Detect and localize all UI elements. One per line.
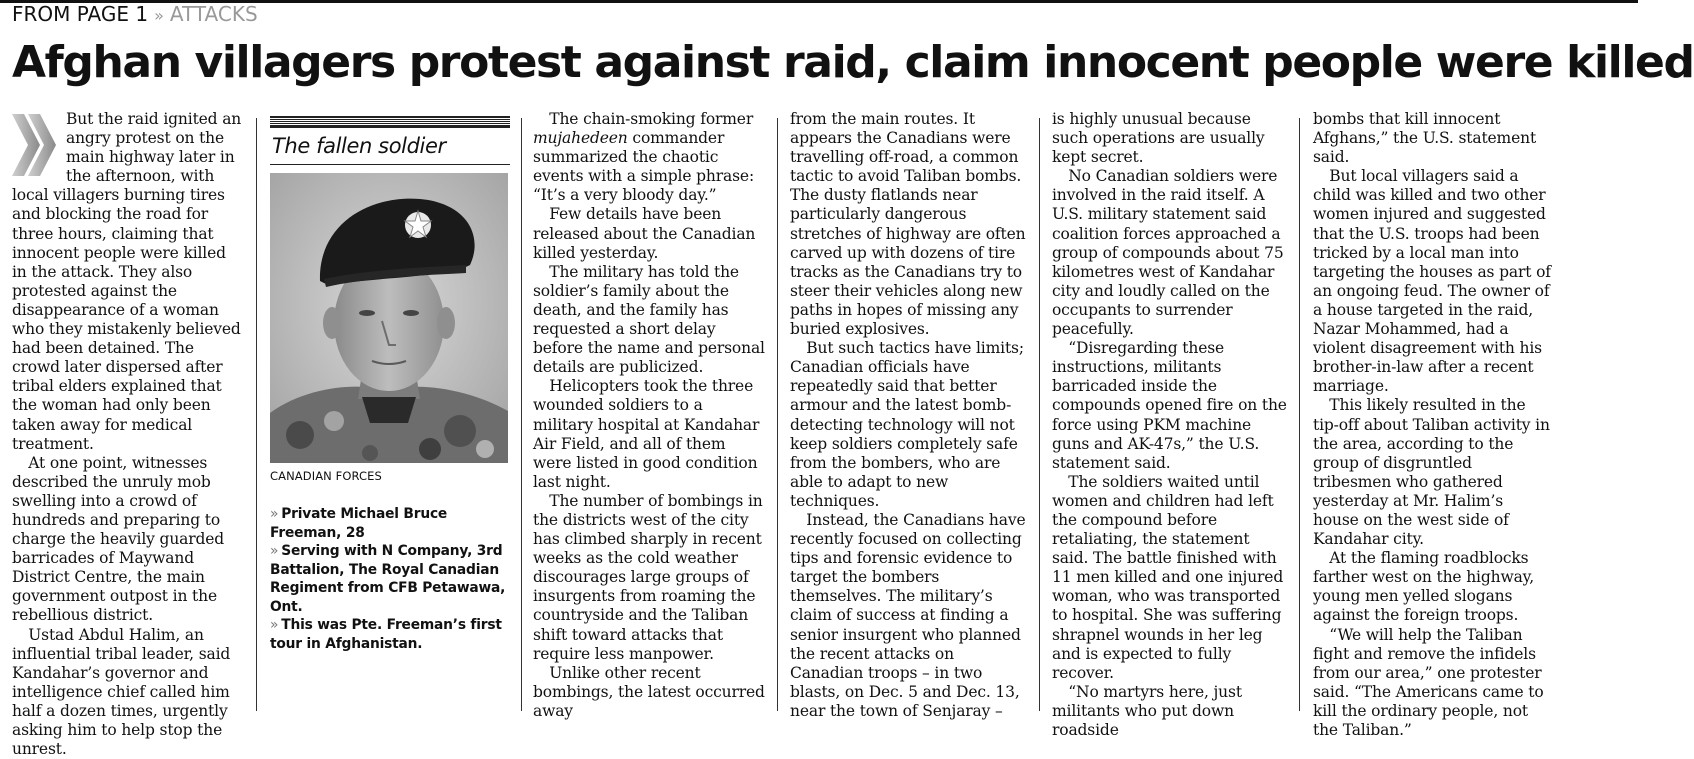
- paragraph: The chain-smoking former mujahedeen commander summarized the chaotic events with a simple phrase: “It’s a very bloody day.”: [533, 110, 755, 205]
- paragraph: But such tactics have limits; Canadian officials have repeatedly said that better armour and the latest bomb-detecting technology will not keep soldiers completely safe from the bombers, who are able to adapt to new techniques.: [790, 339, 1024, 510]
- kicker-section[interactable]: ATTACKS: [169, 2, 258, 26]
- chevron-double-right-icon: [12, 114, 58, 176]
- paragraph: The number of bombings in the districts west of the city has climbed sharply in recent weeks as the cold weather discourages large groups of insurgents from roaming the countryside and the Taliban shift toward attacks that require less manpower.: [533, 491, 763, 663]
- paragraph: from the main routes. It appears the Canadians were travelling off-road, a common tactic to avoid Taliban bombs. The dusty flatlands near particularly dangerous stretches of highway are often carved up with dozens of tire tracks as the Canadians try to steer their vehicles along new paths in hopes of missing any buried explosives.: [790, 110, 1026, 339]
- bullet-chevron-icon: »: [270, 543, 279, 559]
- paragraph: “Disregarding these instructions, militants barricaded inside the compounds opened fire on the force using PKM machine guns and AK-47s,” the U.S. statement said.: [1052, 339, 1287, 472]
- kicker: [12, 2, 258, 28]
- bullet-chevron-icon: »: [270, 506, 279, 522]
- bullet-chevron-icon: »: [270, 617, 279, 633]
- paragraph: Instead, the Canadians have recently focused on collecting tips and forensic evidence to target the bombers themselves. The military’s claim of success at finding a senior insurgent who planned the recent attacks on Canadian troops – in two blasts, on Dec. 5 and Dec. 13, near the town of Senjaray –: [790, 510, 1026, 720]
- sidebar-title: The fallen soldier: [270, 128, 510, 165]
- kicker-from-page[interactable]: FROM PAGE 1: [12, 2, 149, 26]
- paragraph: This likely resulted in the tip-off about Taliban activity in the area, according to the group of disgruntled tribesmen who gathered yesterday at Mr. Halim’s house on the west side of Kandahar city.: [1313, 396, 1550, 549]
- article-column-2: [533, 110, 766, 720]
- soldier-photo: [270, 173, 508, 463]
- paragraph: But local villagers said a child was killed and two other women injured and suggested that the U.S. troops had been tricked by a local man into targeting the houses as part of an ongoing feud. The owner of a house targeted in the raid, Nazar Mohammed, had a violent disagreement with his brother-in-law after a recent marriage.: [1313, 167, 1551, 396]
- paragraph: bombs that kill innocent Afghans,” the U.S. statement said.: [1313, 110, 1537, 167]
- paragraph: But the raid ignited an angry protest on the main highway later in the afternoon, with local villagers burning tires and blocking the road for three hours, claiming that innocent people were killed in the attack. They also protested against the disappearance of a woman who they mistakenly believed had been detained. The crowd later dispersed after tribal elders explained that the woman had only been taken away for medical treatment.: [12, 110, 242, 453]
- column-rule: [1299, 118, 1300, 711]
- article-column-3: [790, 110, 1030, 720]
- fact-text: Private Michael Bruce Freeman, 28: [270, 506, 448, 541]
- paragraph: At one point, witnesses described the unruly mob swelling into a crowd of hundreds and preparing to charge the heavily guarded barricades of Maywand District Centre, the main government outpost in the rebellious district.: [12, 453, 225, 625]
- column-rule: [256, 118, 257, 711]
- paragraph: Few details have been released about the Canadian killed yesterday.: [533, 205, 756, 262]
- paragraph: At the flaming roadblocks farther west on the highway, young men yelled slogans against the foreign troops.: [1313, 549, 1534, 625]
- soldier-facts: [270, 505, 510, 653]
- fact-item: [270, 542, 510, 616]
- paragraph: The military has told the soldier’s family about the death, and the family has requested a short delay before the name and personal details are publicized.: [533, 262, 765, 377]
- article-column-5: [1313, 110, 1553, 739]
- fact-item: [270, 616, 510, 653]
- column-rule: [777, 118, 778, 711]
- article-column-1: [12, 110, 244, 759]
- article-column-4: [1052, 110, 1290, 739]
- paragraph: Unlike other recent bombings, the latest occurred away: [533, 663, 765, 720]
- paragraph: “No martyrs here, just militants who put down roadside: [1052, 682, 1242, 739]
- paragraph: No Canadian soldiers were involved in the raid itself. A U.S. military statement said coalition forces approached a group of compounds about 75 kilometres west of Kandahar city and loudly called on the occupants to surrender peacefully.: [1052, 167, 1284, 339]
- headline: Afghan villagers protest against raid, claim innocent people were killed: [12, 37, 1694, 88]
- paragraph: is highly unusual because such operations are usually kept secret.: [1052, 110, 1265, 167]
- sidebar-fallen-soldier: [270, 116, 510, 653]
- fact-text: This was Pte. Freeman’s first tour in Afghanistan.: [270, 617, 502, 652]
- photo-credit: CANADIAN FORCES: [270, 469, 382, 483]
- paragraph: The soldiers waited until women and children had left the compound before retaliating, the statement said. The battle finished with 11 men killed and one injured woman, who was transported to hospital. She was suffering shrapnel wounds in her leg and is expected to fully recover.: [1052, 472, 1284, 682]
- column-rule: [521, 118, 522, 711]
- fact-item: [270, 505, 510, 542]
- sidebar-decorative-lines: [270, 116, 510, 128]
- kicker-chevron-icon: »: [154, 6, 164, 25]
- paragraph: Ustad Abdul Halim, an influential tribal leader, said Kandahar’s governor and intelligence chief called him half a dozen times, urgently asking him to help stop the unrest.: [12, 625, 231, 759]
- paragraph: Helicopters took the three wounded soldiers to a military hospital at Kandahar Air Field, and all of them were listed in good condition last night.: [533, 377, 760, 491]
- fact-text: Serving with N Company, 3rd Battalion, The Royal Canadian Regiment from CFB Petawawa, Ont.: [270, 543, 506, 615]
- column-rule: [1039, 118, 1040, 711]
- paragraph: “We will help the Taliban fight and remove the infidels from our area,” one protester said. “The Americans came to kill the ordinary people, not the Taliban.”: [1313, 625, 1544, 739]
